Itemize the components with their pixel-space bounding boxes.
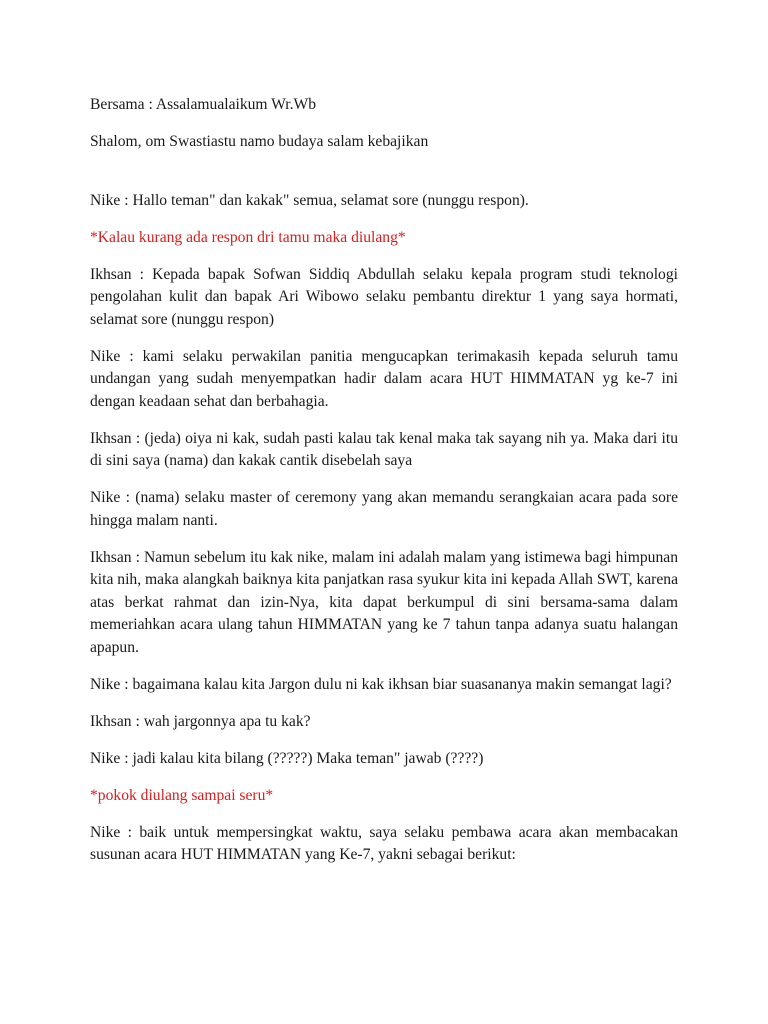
dialogue-line: Nike : (nama) selaku master of ceremony yang akan memandu serangkaian acara pada sore hingga malam nanti. [90,489,678,529]
dialogue-line: Ikhsan : (jeda) oiya ni kak, sudah pasti kalau tak kenal maka tak sayang nih ya. Maka dari itu di sini saya (nama) dan kakak cantik disebelah saya [90,429,678,469]
dialogue-line: Nike : Hallo teman" dan kakak" semua, selamat sore (nunggu respon). [90,191,529,209]
dialogue-line: Nike : jadi kalau kita bilang (?????) Maka teman" jawab (????) [90,749,484,767]
dialogue-line: Nike : bagaimana kalau kita Jargon dulu ni kak ikhsan biar suasananya makin semangat lagi? [90,675,672,693]
stage-note: *pokok diulang sampai seru* [90,786,274,804]
document-page [90,94,678,880]
dialogue-line: Ikhsan : Kepada bapak Sofwan Siddiq Abdullah selaku kepala program studi teknologi pengolahan kulit dan bapak Ari Wibowo selaku pembantu direktur 1 yang saya hormati, selamat sore (nunggu respon) [90,265,678,328]
greeting-line-2: Shalom, om Swastiastu namo budaya salam kebajikan [90,133,429,150]
dialogue-line: Ikhsan : wah jargonnya apa tu kak? [90,712,311,730]
dialogue-line: Nike : kami selaku perwakilan panitia mengucapkan terimakasih kepada seluruh tamu undangan yang sudah menyempatkan hadir dalam acara HUT HIMMATAN yg ke-7 ini dengan keadaan sehat dan berbahagia. [90,347,678,410]
stage-note: *Kalau kurang ada respon dri tamu maka diulang* [90,228,406,246]
greeting-line: Bersama : Assalamualaikum Wr.Wb [90,96,317,113]
dialogue-line: Nike : baik untuk mempersingkat waktu, saya selaku pembawa acara akan membacakan susunan acara HUT HIMMATAN yang Ke-7, yakni sebagai berikut: [90,823,678,863]
dialogue-line: Ikhsan : Namun sebelum itu kak nike, malam ini adalah malam yang istimewa bagi himpunan kita nih, maka alangkah baiknya kita panjatkan rasa syukur kita ini kepada Allah SWT, karena atas berkat rahmat dan izin-Nya, kita dapat berkumpul di sini bersama-sama dalam memeriahkan acara ulang tahun HIMMATAN yang ke 7 tahun tanpa adanya suatu halangan apapun. [90,548,678,656]
